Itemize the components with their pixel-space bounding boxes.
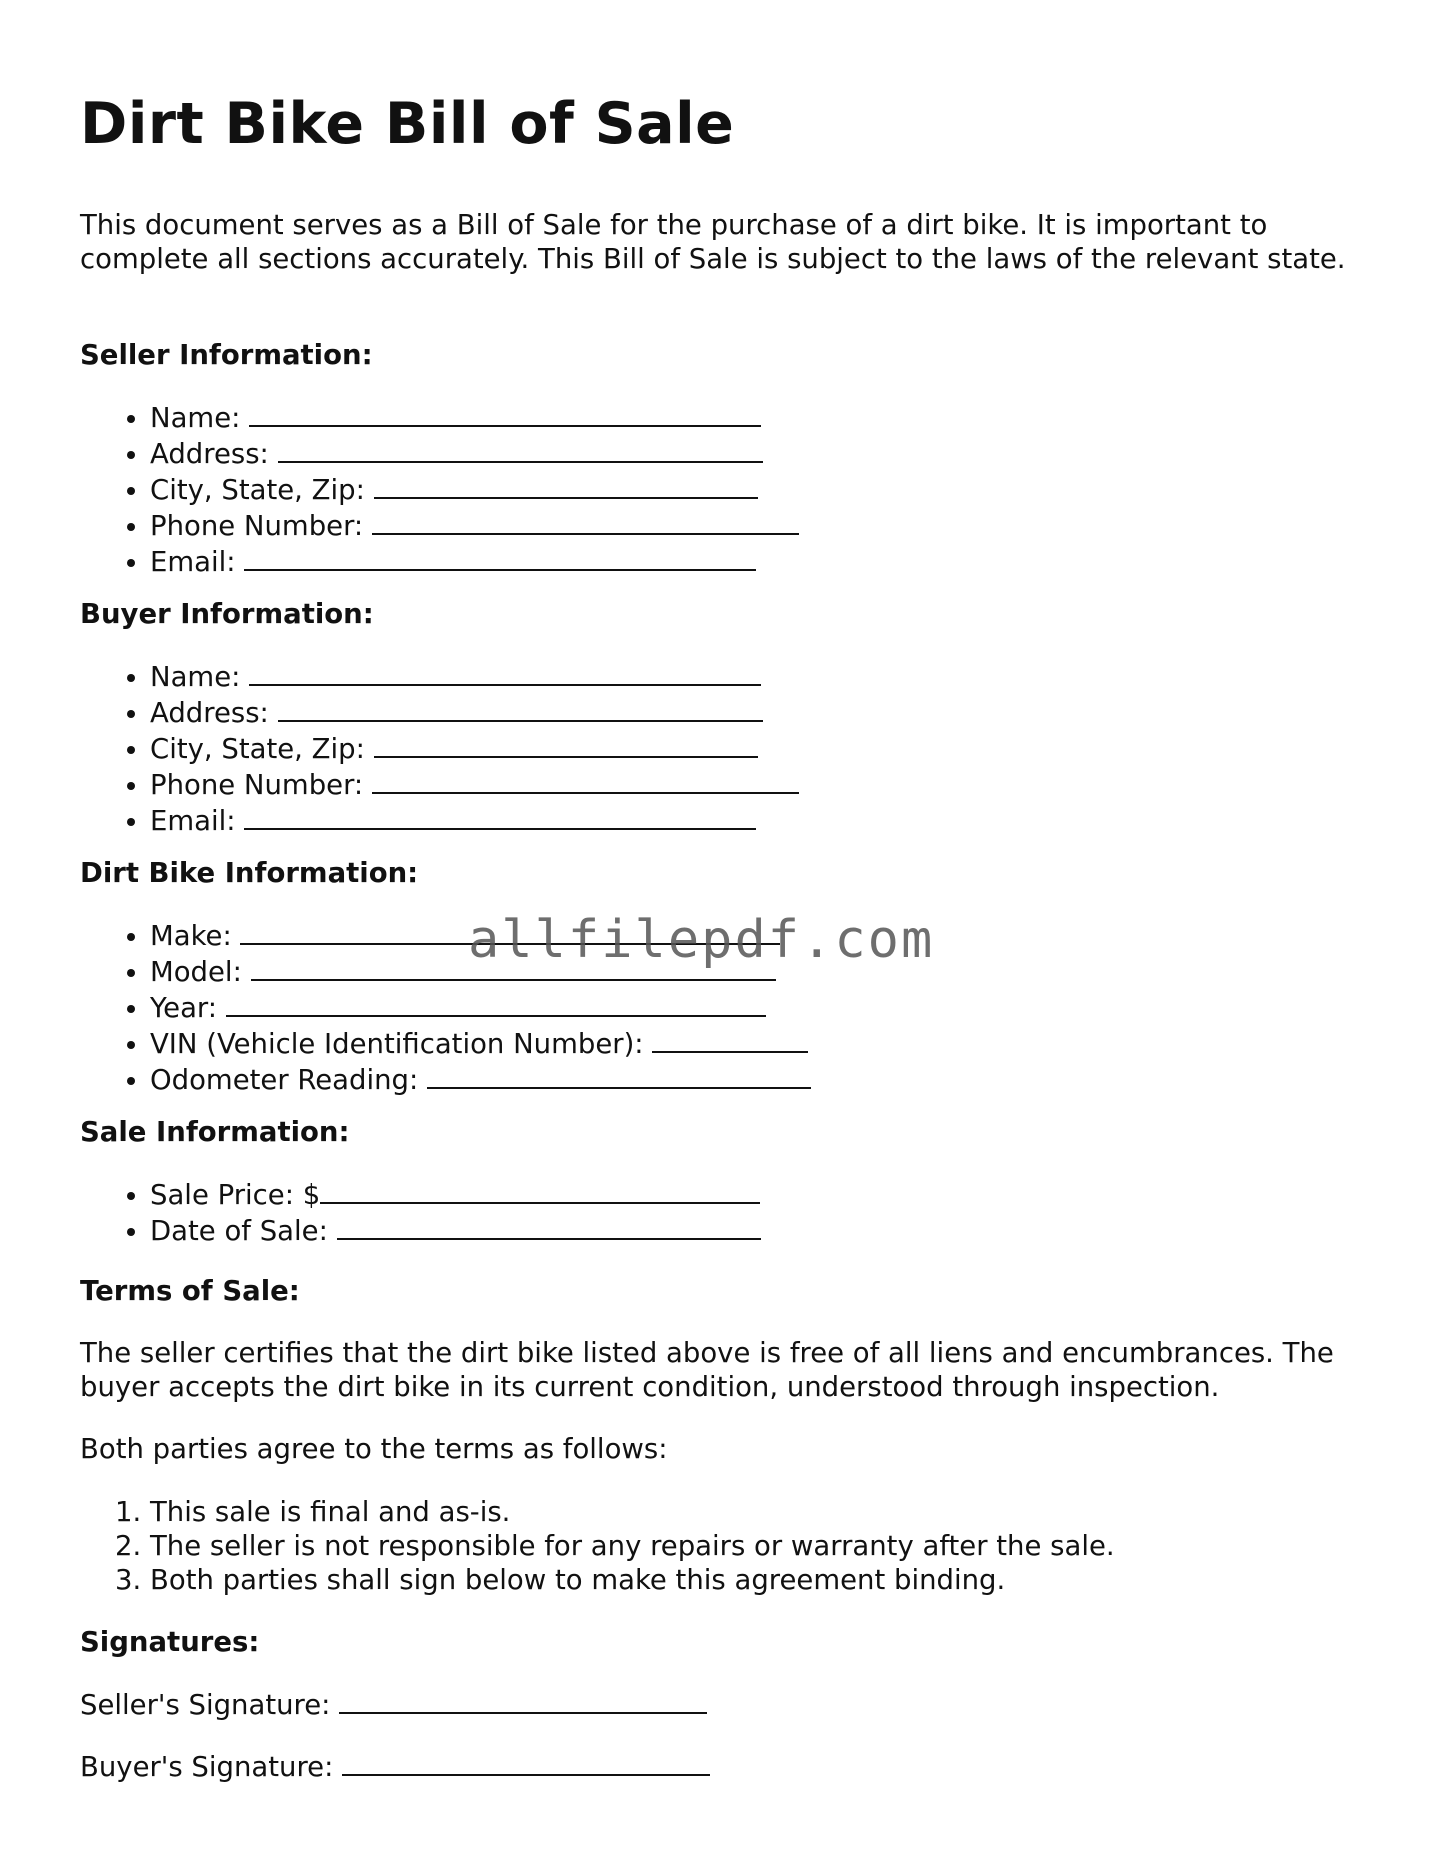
- signatures-heading: Signatures:: [80, 1626, 260, 1658]
- page-title: Dirt Bike Bill of Sale: [80, 91, 735, 157]
- bike-year-blank[interactable]: [226, 989, 766, 1017]
- bike-field-year: • Year:: [150, 989, 1350, 1025]
- bike-field-odometer: • Odometer Reading:: [150, 1061, 1350, 1097]
- buyer-field-address: • Address:: [150, 694, 1350, 730]
- terms-item: 3. Both parties shall sign below to make this agreement binding.: [150, 1563, 1350, 1597]
- seller-field-city-state-zip: • City, State, Zip:: [150, 471, 1350, 507]
- sale-heading: Sale Information:: [80, 1116, 350, 1148]
- seller-fields-list: [80, 399, 1350, 579]
- buyer-field-phone: • Phone Number:: [150, 766, 1350, 802]
- buyer-heading: Buyer Information:: [80, 598, 374, 630]
- bike-field-vin: • VIN (Vehicle Identification Number):: [150, 1025, 1350, 1061]
- terms-paragraph: The seller certifies that the dirt bike listed above is free of all liens and encumbrances. The buyer accepts the dirt bike in its current condition, understood through inspection.: [80, 1337, 1334, 1403]
- seller-signature-line: Seller's Signature:: [80, 1686, 707, 1722]
- buyer-phone-blank[interactable]: [372, 766, 799, 794]
- buyer-city-blank[interactable]: [374, 730, 758, 758]
- sale-date-blank[interactable]: [337, 1212, 761, 1240]
- buyer-field-email: • Email:: [150, 802, 1350, 838]
- seller-field-email: • Email:: [150, 543, 1350, 579]
- seller-phone-blank[interactable]: [372, 507, 799, 535]
- sale-field-date: • Date of Sale:: [150, 1212, 1350, 1248]
- buyer-address-blank[interactable]: [278, 694, 763, 722]
- terms-lead: Both parties agree to the terms as follows:: [80, 1433, 668, 1465]
- buyer-signature-blank[interactable]: [342, 1748, 710, 1776]
- terms-list: [80, 1495, 1350, 1597]
- seller-field-name: • Name:: [150, 399, 1350, 435]
- bike-field-model: • Model:: [150, 953, 1350, 989]
- seller-heading: Seller Information:: [80, 339, 373, 371]
- sale-price-blank[interactable]: [320, 1176, 760, 1204]
- seller-address-blank[interactable]: [278, 435, 763, 463]
- watermark-text: allfilepdf.com: [468, 910, 935, 970]
- sale-fields-list: [80, 1176, 1350, 1248]
- seller-email-blank[interactable]: [244, 543, 756, 571]
- bike-odometer-blank[interactable]: [427, 1061, 811, 1089]
- buyer-field-city-state-zip: • City, State, Zip:: [150, 730, 1350, 766]
- seller-field-phone: • Phone Number:: [150, 507, 1350, 543]
- terms-item: 1. This sale is final and as-is.: [150, 1495, 1350, 1529]
- seller-name-blank[interactable]: [249, 399, 761, 427]
- bike-heading: Dirt Bike Information:: [80, 857, 419, 889]
- seller-field-address: • Address:: [150, 435, 1350, 471]
- buyer-fields-list: [80, 658, 1350, 838]
- terms-item: 2. The seller is not responsible for any repairs or warranty after the sale.: [150, 1529, 1350, 1563]
- sale-field-price: • Sale Price: $: [150, 1176, 1350, 1212]
- bike-vin-blank[interactable]: [652, 1025, 808, 1053]
- seller-city-blank[interactable]: [374, 471, 758, 499]
- terms-heading: Terms of Sale:: [80, 1275, 300, 1307]
- seller-signature-blank[interactable]: [339, 1686, 707, 1714]
- intro-paragraph: This document serves as a Bill of Sale for the purchase of a dirt bike. It is important to complete all sections accurately. This Bill of Sale is subject to the laws of the relevant state.: [80, 209, 1346, 275]
- buyer-signature-line: Buyer's Signature:: [80, 1748, 710, 1784]
- buyer-name-blank[interactable]: [249, 658, 761, 686]
- buyer-email-blank[interactable]: [244, 802, 756, 830]
- bike-field-make: • Make:: [150, 917, 1350, 953]
- buyer-field-name: • Name:: [150, 658, 1350, 694]
